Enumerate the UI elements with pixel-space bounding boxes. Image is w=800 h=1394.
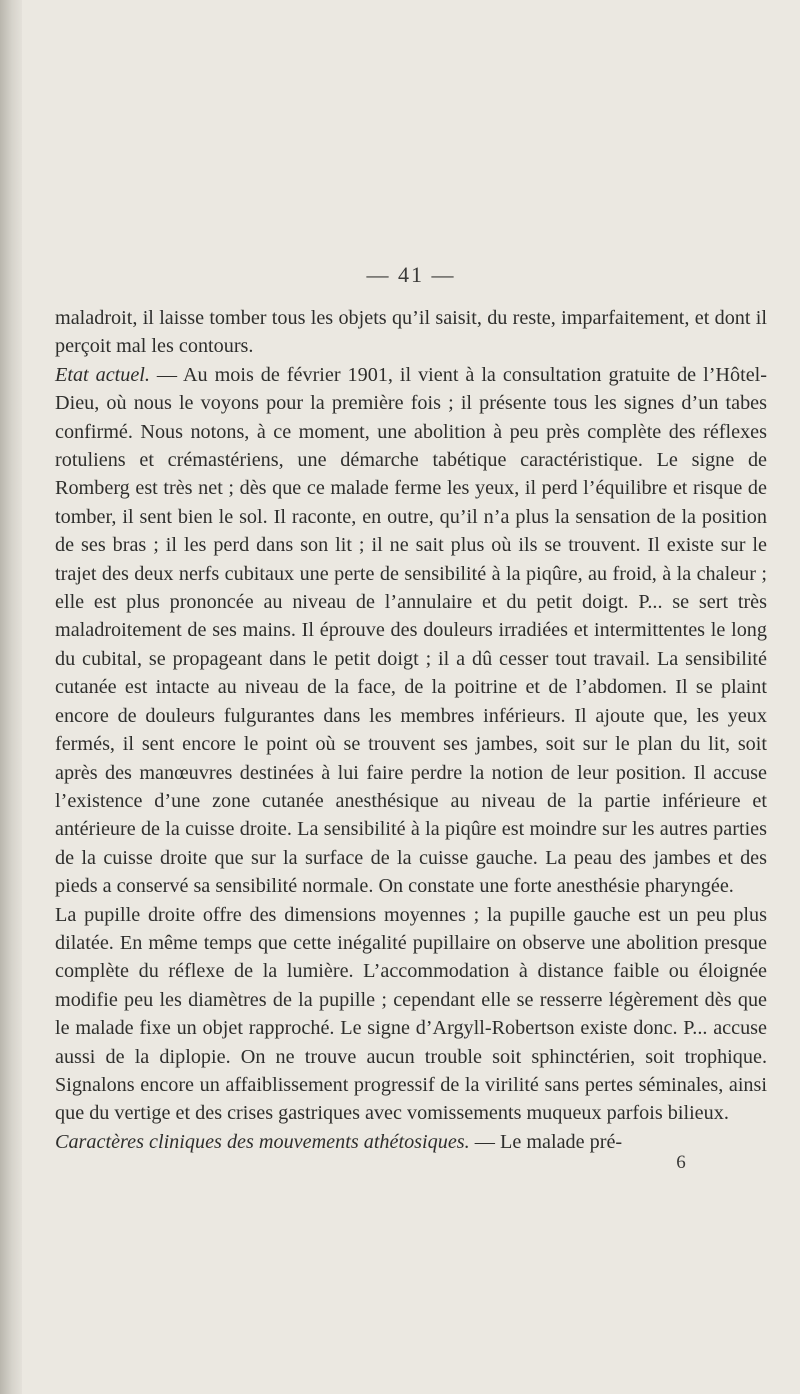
section-heading-caracteres-cliniques: Caractères cliniques des mouvements athétosiques. — [55, 1130, 470, 1153]
paragraph-continuation: maladroit, il laisse tomber tous les objets qu’il saisit, du reste, imparfaitement, et dont il perçoit mal les contours. — [55, 307, 767, 358]
book-page — [22, 0, 800, 1394]
page-number: — 41 — — [366, 262, 456, 287]
paragraph-caracteres-cliniques-body: — Le malade pré- — [469, 1130, 623, 1153]
signature-mark: 6 — [676, 1152, 686, 1173]
binding-edge — [0, 0, 22, 1394]
section-heading-etat-actuel: Etat actuel. — [55, 363, 150, 386]
paragraph-etat-actuel-body: — Au mois de février 1901, il vient à la consultation gratuite de l’Hôtel-Dieu, où nous le voyons pour la première fois ; il présente tous les signes d’un tabes confirmé. Nous notons, à ce moment, une abolition à peu près complète des réflexes rotuliens et crémastériens, une démarche tabétique caractéristique. Le signe de Romberg est très net ; dès que ce malade ferme les yeux, il perd l’équilibre et risque de tomber, il sent bien le sol. Il raconte, en outre, qu’il n’a plus la sensation de la position de ses bras ; il les perd dans son lit ; il ne sait plus où ils se trouvent. Il existe sur le trajet des deux nerfs cubitaux une perte de sensibilité à la piqûre, au froid, à la chaleur ; elle est plus prononcée au niveau de l’annulaire et du petit doigt. P... se sert très maladroitement de ses mains. Il éprouve des douleurs irradiées et intermittentes le long du cubital, se propageant dans le petit doigt ; il a dû cesser tout travail. La sensibilité cutanée est intacte au niveau de la face, de la poitrine et de l’abdomen. Il se plaint encore de douleurs fulgurantes dans les membres inférieurs. Il ajoute que, les yeux fermés, il sent encore le point où se trouvent ses jambes, soit sur le plan du lit, soit après des manœuvres destinées à lui faire perdre la notion de leur position. Il accuse l’existence d’une zone cutanée anesthésique au niveau de la partie inférieure et antérieure de la cuisse droite. La sensibilité à la piqûre est moindre sur les autres parties de la cuisse droite que sur la surface de la cuisse gauche. La peau des jambes et des pieds a conservé sa sensibilité normale. On constate une forte anesthésie pharyngée. — [55, 363, 767, 898]
paragraph-etat-actuel — [55, 361, 767, 901]
body-text — [55, 304, 767, 1156]
paragraph-pupille: La pupille droite offre des dimensions moyennes ; la pupille gauche est un peu plus dilatée. En même temps que cette inégalité pupillaire on observe une abolition presque complète du réflexe de la lumière. L’accommodation à distance faible ou éloignée modifie peu les diamètres de la pupille ; cependant elle se resserre légèrement dès que le malade fixe un objet rapproché. Le signe d’Argyll-Robertson existe donc. P... accuse aussi de la diplopie. On ne trouve aucun trouble soit sphinctérien, soit trophique. Signalons encore un affaiblissement progressif de la virilité sans pertes séminales, ainsi que du vertige et des crises gastriques avec vomissements muqueux parfois bilieux. — [55, 903, 767, 1125]
